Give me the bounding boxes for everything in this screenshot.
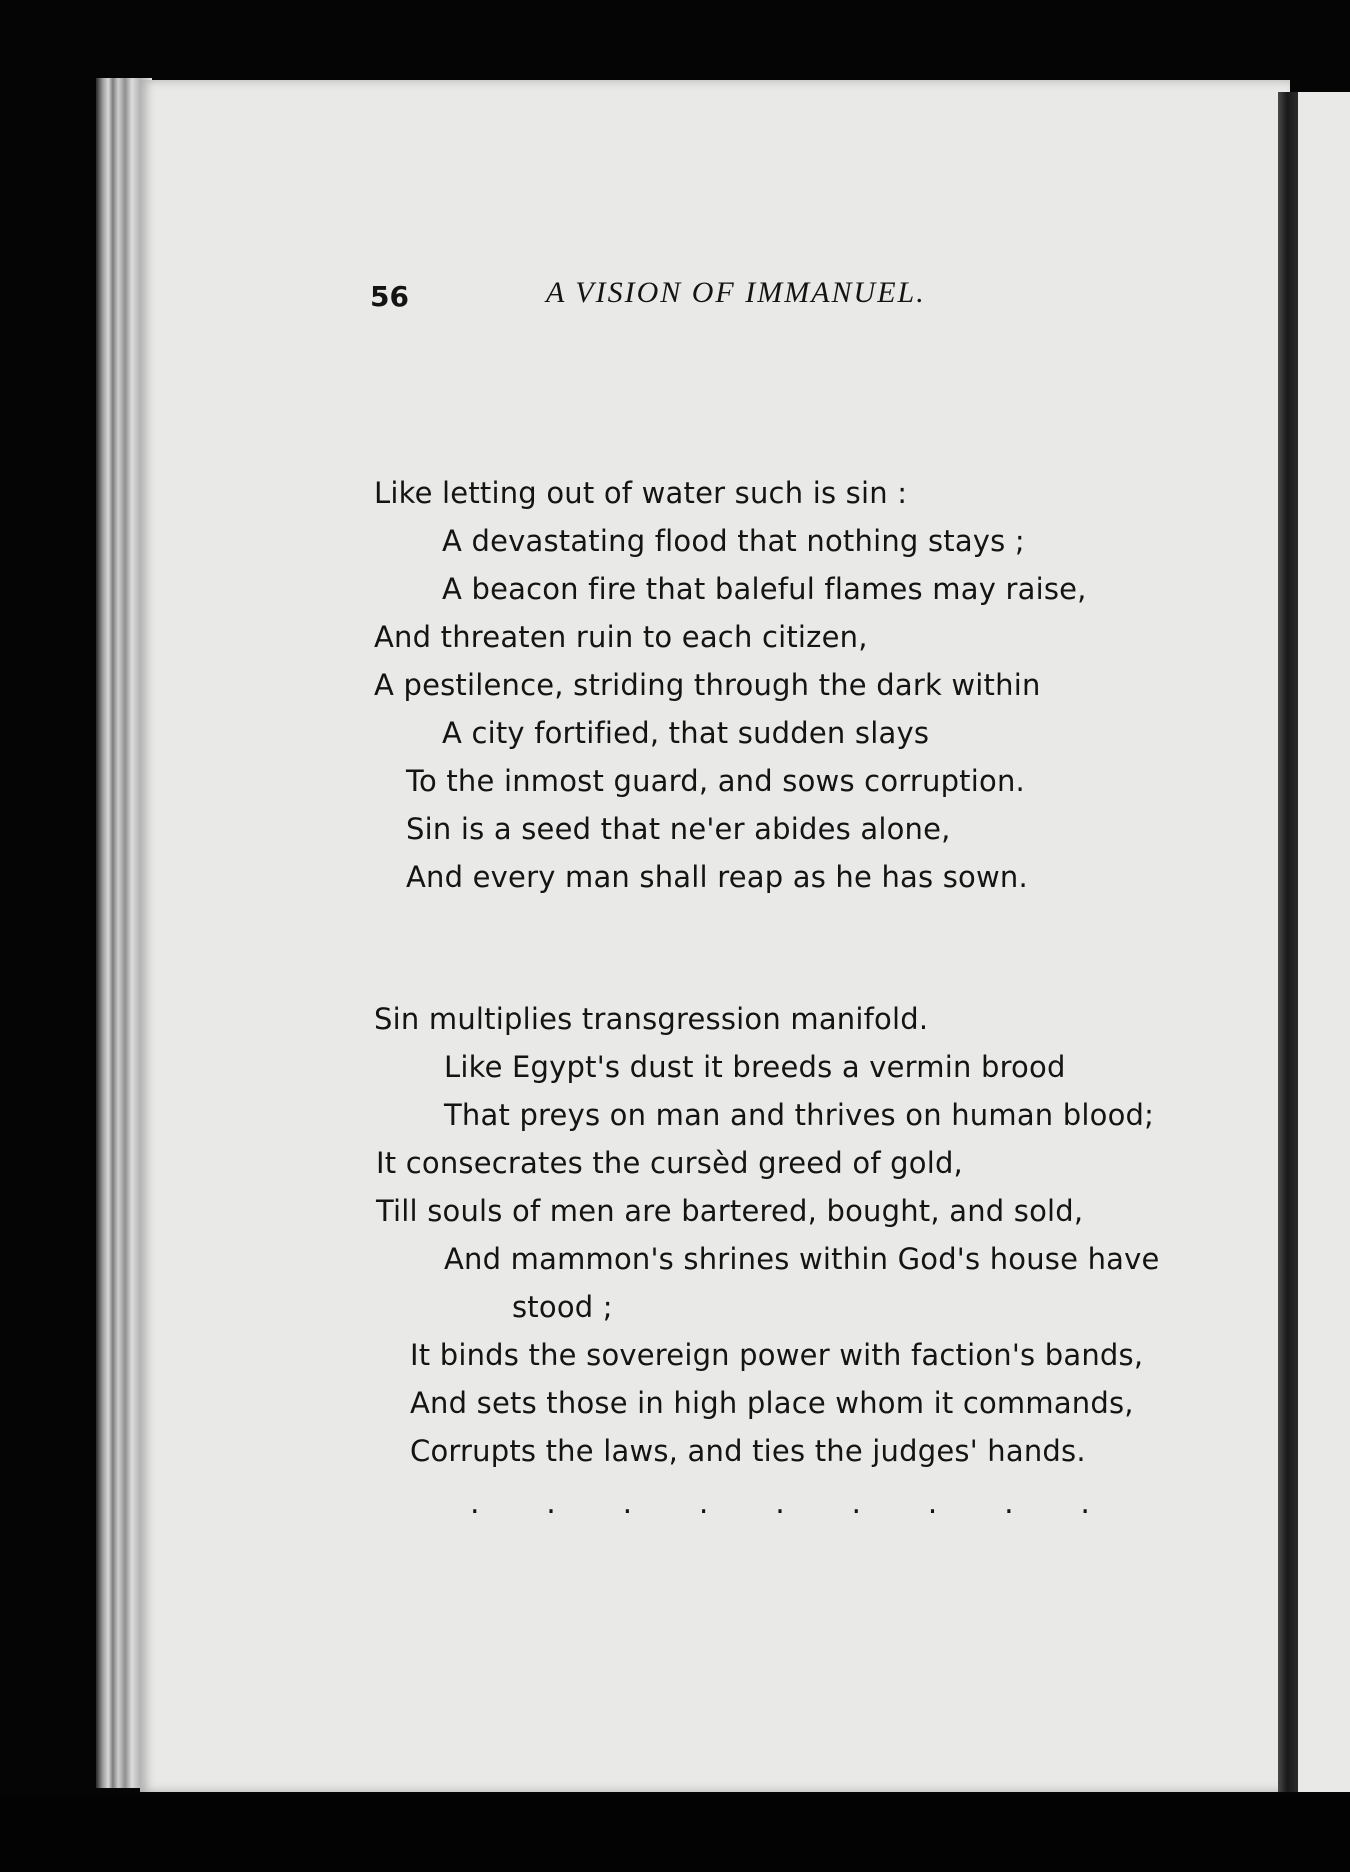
ellipsis-dot: . bbox=[546, 1486, 556, 1521]
poem-line: That preys on man and thrives on human blood; bbox=[444, 1098, 1155, 1132]
poem-line: Sin multiplies transgression manifold. bbox=[374, 1002, 929, 1036]
poem-line: Till souls of men are bartered, bought, and sold, bbox=[376, 1194, 1084, 1228]
ellipsis-dot: . bbox=[698, 1486, 709, 1521]
poem-line: A city fortified, that sudden slays bbox=[442, 716, 930, 750]
ellipsis-row bbox=[470, 1486, 1090, 1521]
poem-line: A pestilence, striding through the dark within bbox=[374, 668, 1041, 702]
poem-line: And every man shall reap as he has sown. bbox=[406, 860, 1028, 894]
poem-line: stood ; bbox=[512, 1290, 613, 1324]
ellipsis-dot: . bbox=[1080, 1486, 1090, 1521]
background-bottom bbox=[0, 1796, 1350, 1872]
ellipsis-dot: . bbox=[1004, 1486, 1014, 1521]
ellipsis-dot: . bbox=[775, 1486, 785, 1521]
poem-line: And threaten ruin to each citizen, bbox=[374, 620, 868, 654]
poem-line: A beacon fire that baleful flames may raise, bbox=[442, 572, 1087, 606]
running-head: A VISION OF IMMANUEL. bbox=[546, 276, 926, 309]
poem-line: Sin is a seed that ne'er abides alone, bbox=[406, 812, 951, 846]
poem-line: It consecrates the cursèd greed of gold, bbox=[376, 1146, 963, 1180]
book-gutter bbox=[1278, 92, 1298, 1792]
poem-line: And mammon's shrines within God's house have bbox=[444, 1242, 1160, 1276]
poem-line: Like letting out of water such is sin : bbox=[374, 476, 908, 510]
ellipsis-dot: . bbox=[470, 1486, 480, 1521]
poem-line: Like Egypt's dust it breeds a vermin brood bbox=[444, 1050, 1066, 1084]
poem-line: A devastating flood that nothing stays ; bbox=[442, 524, 1025, 558]
ellipsis-dot: . bbox=[927, 1486, 938, 1521]
page bbox=[140, 80, 1290, 1792]
poem-line: To the inmost guard, and sows corruption. bbox=[406, 764, 1025, 798]
ellipsis-dot: . bbox=[851, 1486, 862, 1521]
poem-line: It binds the sovereign power with faction's bands, bbox=[410, 1338, 1144, 1372]
ellipsis-dot: . bbox=[622, 1486, 633, 1521]
facing-page bbox=[1298, 92, 1350, 1792]
page-number: 56 bbox=[370, 280, 409, 313]
poem-line: And sets those in high place whom it commands, bbox=[410, 1386, 1134, 1420]
poem-line: Corrupts the laws, and ties the judges' hands. bbox=[410, 1434, 1086, 1468]
